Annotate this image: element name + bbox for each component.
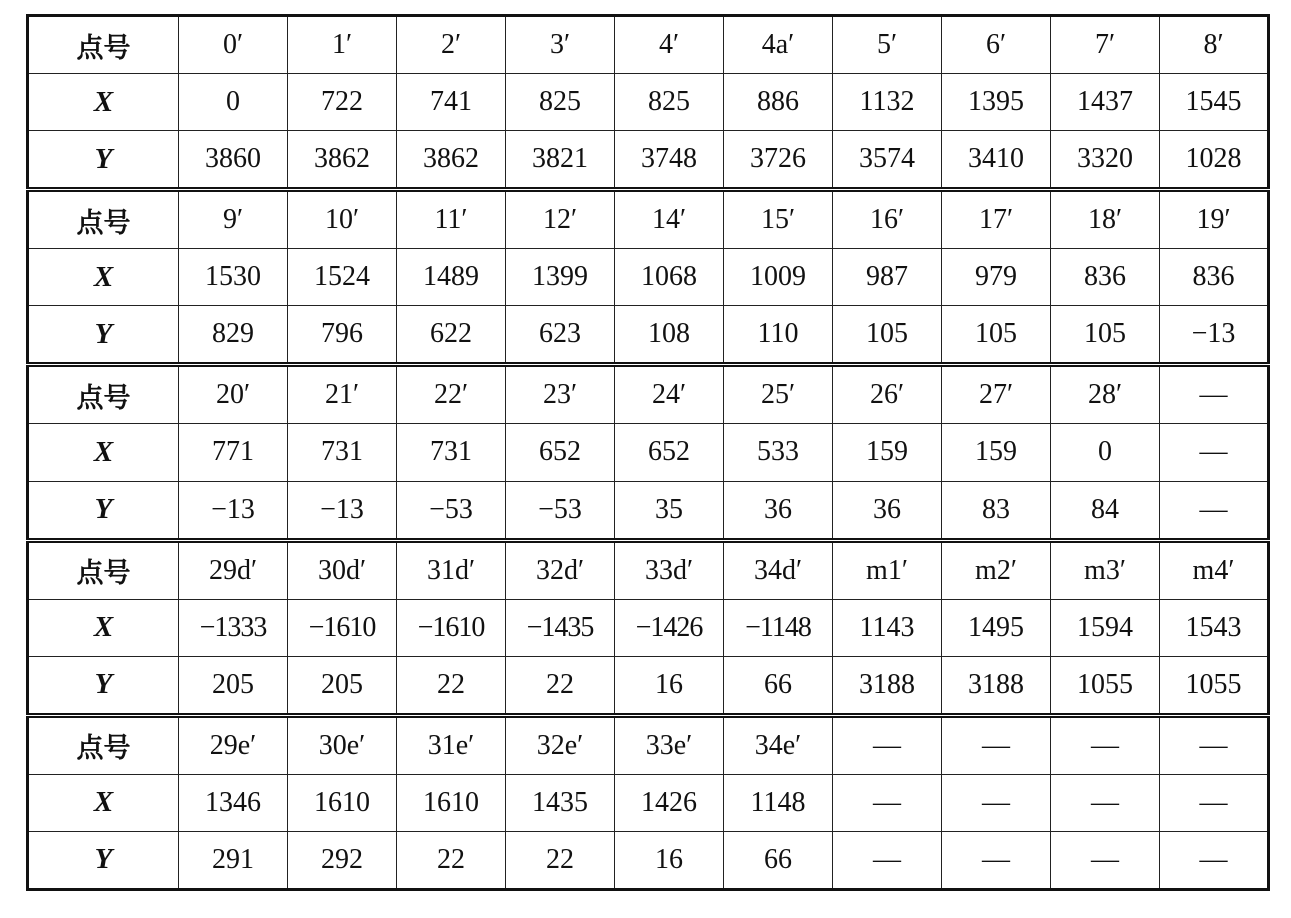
y-value-cell: 22 — [506, 831, 615, 889]
point-number-cell: 23′ — [506, 365, 615, 424]
y-value-cell: 3188 — [942, 656, 1051, 715]
y-value-cell: 16 — [615, 656, 724, 715]
point-number-cell: 32d′ — [506, 540, 615, 599]
x-value-cell: 722 — [288, 74, 397, 131]
x-value-cell: −1610 — [397, 599, 506, 656]
x-value-cell: 1489 — [397, 249, 506, 306]
x-value-cell: 0 — [1051, 424, 1160, 481]
y-coordinate-row — [28, 306, 1269, 365]
y-value-cell: −13 — [179, 481, 288, 540]
point-number-cell: 34e′ — [724, 715, 833, 774]
x-axis-label: X — [28, 74, 179, 131]
point-number-cell: 21′ — [288, 365, 397, 424]
point-number-cell: 33e′ — [615, 715, 724, 774]
x-value-cell: −1148 — [724, 599, 833, 656]
y-axis-label: Y — [28, 481, 179, 540]
x-value-cell: 159 — [942, 424, 1051, 481]
y-value-cell: −53 — [397, 481, 506, 540]
x-value-cell: 987 — [833, 249, 942, 306]
point-number-label: 点号 — [28, 16, 179, 74]
y-value-cell: 16 — [615, 831, 724, 889]
point-number-cell: 20′ — [179, 365, 288, 424]
y-value-cell: 108 — [615, 306, 724, 365]
point-number-cell: m2′ — [942, 540, 1051, 599]
point-number-label: 点号 — [28, 540, 179, 599]
point-number-cell: 14′ — [615, 190, 724, 249]
y-value-cell: −13 — [288, 481, 397, 540]
x-value-cell: 0 — [179, 74, 288, 131]
x-value-cell: — — [1160, 774, 1269, 831]
point-number-row — [28, 715, 1269, 774]
y-value-cell: — — [833, 831, 942, 889]
y-axis-label: Y — [28, 831, 179, 889]
x-value-cell: 731 — [288, 424, 397, 481]
x-value-cell: 533 — [724, 424, 833, 481]
x-value-cell: 1435 — [506, 774, 615, 831]
y-value-cell: 66 — [724, 656, 833, 715]
point-number-cell: m3′ — [1051, 540, 1160, 599]
x-value-cell: 1543 — [1160, 599, 1269, 656]
x-value-cell: 1545 — [1160, 74, 1269, 131]
point-number-cell: 27′ — [942, 365, 1051, 424]
x-value-cell: — — [1160, 424, 1269, 481]
x-value-cell: 1524 — [288, 249, 397, 306]
y-value-cell: 1055 — [1160, 656, 1269, 715]
x-axis-label: X — [28, 249, 179, 306]
x-value-cell: 979 — [942, 249, 1051, 306]
y-value-cell: 83 — [942, 481, 1051, 540]
y-value-cell: 291 — [179, 831, 288, 889]
y-value-cell: 66 — [724, 831, 833, 889]
y-value-cell: 1055 — [1051, 656, 1160, 715]
coordinate-table — [26, 14, 1270, 891]
point-number-cell: 4′ — [615, 16, 724, 74]
x-value-cell: −1333 — [179, 599, 288, 656]
point-number-cell: 16′ — [833, 190, 942, 249]
y-value-cell: 622 — [397, 306, 506, 365]
x-value-cell: — — [942, 774, 1051, 831]
x-value-cell: 1495 — [942, 599, 1051, 656]
point-number-cell: — — [833, 715, 942, 774]
point-number-cell: 5′ — [833, 16, 942, 74]
point-number-label: 点号 — [28, 365, 179, 424]
x-value-cell: 731 — [397, 424, 506, 481]
x-value-cell: 1610 — [288, 774, 397, 831]
point-number-cell: — — [1160, 365, 1269, 424]
point-number-cell: 24′ — [615, 365, 724, 424]
point-number-cell: 18′ — [1051, 190, 1160, 249]
y-value-cell: 829 — [179, 306, 288, 365]
y-value-cell: 292 — [288, 831, 397, 889]
y-coordinate-row — [28, 481, 1269, 540]
point-number-cell: 34d′ — [724, 540, 833, 599]
y-value-cell: 205 — [179, 656, 288, 715]
x-value-cell: 741 — [397, 74, 506, 131]
point-number-cell: 11′ — [397, 190, 506, 249]
x-value-cell: 1395 — [942, 74, 1051, 131]
x-coordinate-row — [28, 74, 1269, 131]
x-value-cell: 1143 — [833, 599, 942, 656]
x-value-cell: 1530 — [179, 249, 288, 306]
y-value-cell: 35 — [615, 481, 724, 540]
y-value-cell: 22 — [506, 656, 615, 715]
y-axis-label: Y — [28, 306, 179, 365]
point-number-row — [28, 16, 1269, 74]
y-value-cell: 36 — [724, 481, 833, 540]
y-value-cell: 36 — [833, 481, 942, 540]
point-number-cell: 4a′ — [724, 16, 833, 74]
y-value-cell: 3574 — [833, 131, 942, 190]
point-number-cell: 31e′ — [397, 715, 506, 774]
y-axis-label: Y — [28, 656, 179, 715]
x-value-cell: 1437 — [1051, 74, 1160, 131]
x-value-cell: 825 — [615, 74, 724, 131]
x-value-cell: 886 — [724, 74, 833, 131]
point-number-cell: 29d′ — [179, 540, 288, 599]
point-number-cell: 26′ — [833, 365, 942, 424]
y-value-cell: 3821 — [506, 131, 615, 190]
y-value-cell: 3410 — [942, 131, 1051, 190]
y-value-cell: 3748 — [615, 131, 724, 190]
x-value-cell: 652 — [615, 424, 724, 481]
y-value-cell: 3320 — [1051, 131, 1160, 190]
x-coordinate-row — [28, 424, 1269, 481]
point-number-cell: m4′ — [1160, 540, 1269, 599]
x-value-cell: −1610 — [288, 599, 397, 656]
y-value-cell: 796 — [288, 306, 397, 365]
x-value-cell: 159 — [833, 424, 942, 481]
point-number-cell: 32e′ — [506, 715, 615, 774]
x-value-cell: 652 — [506, 424, 615, 481]
point-number-cell: 29e′ — [179, 715, 288, 774]
x-value-cell: 771 — [179, 424, 288, 481]
y-value-cell: 22 — [397, 831, 506, 889]
y-coordinate-row — [28, 831, 1269, 889]
y-value-cell: 3726 — [724, 131, 833, 190]
y-value-cell: 623 — [506, 306, 615, 365]
point-number-cell: 2′ — [397, 16, 506, 74]
point-number-cell: 25′ — [724, 365, 833, 424]
point-number-row — [28, 540, 1269, 599]
x-value-cell: 836 — [1160, 249, 1269, 306]
x-value-cell: 1346 — [179, 774, 288, 831]
x-coordinate-row — [28, 774, 1269, 831]
x-value-cell: −1435 — [506, 599, 615, 656]
y-value-cell: 3862 — [288, 131, 397, 190]
y-value-cell: 105 — [1051, 306, 1160, 365]
x-value-cell: 1594 — [1051, 599, 1160, 656]
point-number-cell: 7′ — [1051, 16, 1160, 74]
x-value-cell: −1426 — [615, 599, 724, 656]
point-number-cell: 22′ — [397, 365, 506, 424]
x-value-cell: 836 — [1051, 249, 1160, 306]
y-value-cell: −13 — [1160, 306, 1269, 365]
point-number-cell: 6′ — [942, 16, 1051, 74]
x-axis-label: X — [28, 424, 179, 481]
y-value-cell: 1028 — [1160, 131, 1269, 190]
y-value-cell: — — [1160, 481, 1269, 540]
point-number-label: 点号 — [28, 190, 179, 249]
y-value-cell: — — [942, 831, 1051, 889]
point-number-cell: 0′ — [179, 16, 288, 74]
point-number-cell: m1′ — [833, 540, 942, 599]
point-number-cell: 8′ — [1160, 16, 1269, 74]
y-axis-label: Y — [28, 131, 179, 190]
x-value-cell: 1009 — [724, 249, 833, 306]
x-coordinate-row — [28, 249, 1269, 306]
y-value-cell: 22 — [397, 656, 506, 715]
x-coordinate-row — [28, 599, 1269, 656]
point-number-cell: 28′ — [1051, 365, 1160, 424]
y-value-cell: 110 — [724, 306, 833, 365]
y-value-cell: 105 — [942, 306, 1051, 365]
point-number-cell: 17′ — [942, 190, 1051, 249]
x-value-cell: — — [833, 774, 942, 831]
point-number-row — [28, 190, 1269, 249]
y-coordinate-row — [28, 656, 1269, 715]
point-number-cell: 31d′ — [397, 540, 506, 599]
y-coordinate-row — [28, 131, 1269, 190]
y-value-cell: — — [1051, 831, 1160, 889]
x-value-cell: 1426 — [615, 774, 724, 831]
point-number-cell: — — [1160, 715, 1269, 774]
x-value-cell: 1399 — [506, 249, 615, 306]
point-number-cell: 30d′ — [288, 540, 397, 599]
point-number-cell: — — [1051, 715, 1160, 774]
point-number-cell: 3′ — [506, 16, 615, 74]
point-number-cell: 9′ — [179, 190, 288, 249]
x-axis-label: X — [28, 599, 179, 656]
point-number-cell: 1′ — [288, 16, 397, 74]
x-value-cell: 1068 — [615, 249, 724, 306]
y-value-cell: 205 — [288, 656, 397, 715]
y-value-cell: 3862 — [397, 131, 506, 190]
x-value-cell: 1132 — [833, 74, 942, 131]
y-value-cell: 84 — [1051, 481, 1160, 540]
point-number-cell: 33d′ — [615, 540, 724, 599]
x-value-cell: — — [1051, 774, 1160, 831]
x-value-cell: 1148 — [724, 774, 833, 831]
x-value-cell: 1610 — [397, 774, 506, 831]
y-value-cell: — — [1160, 831, 1269, 889]
point-number-cell: 15′ — [724, 190, 833, 249]
point-number-label: 点号 — [28, 715, 179, 774]
point-number-cell: 30e′ — [288, 715, 397, 774]
y-value-cell: −53 — [506, 481, 615, 540]
point-number-cell: — — [942, 715, 1051, 774]
y-value-cell: 105 — [833, 306, 942, 365]
y-value-cell: 3188 — [833, 656, 942, 715]
x-axis-label: X — [28, 774, 179, 831]
y-value-cell: 3860 — [179, 131, 288, 190]
point-number-cell: 19′ — [1160, 190, 1269, 249]
point-number-cell: 12′ — [506, 190, 615, 249]
point-number-cell: 10′ — [288, 190, 397, 249]
x-value-cell: 825 — [506, 74, 615, 131]
table-body — [28, 16, 1269, 890]
point-number-row — [28, 365, 1269, 424]
